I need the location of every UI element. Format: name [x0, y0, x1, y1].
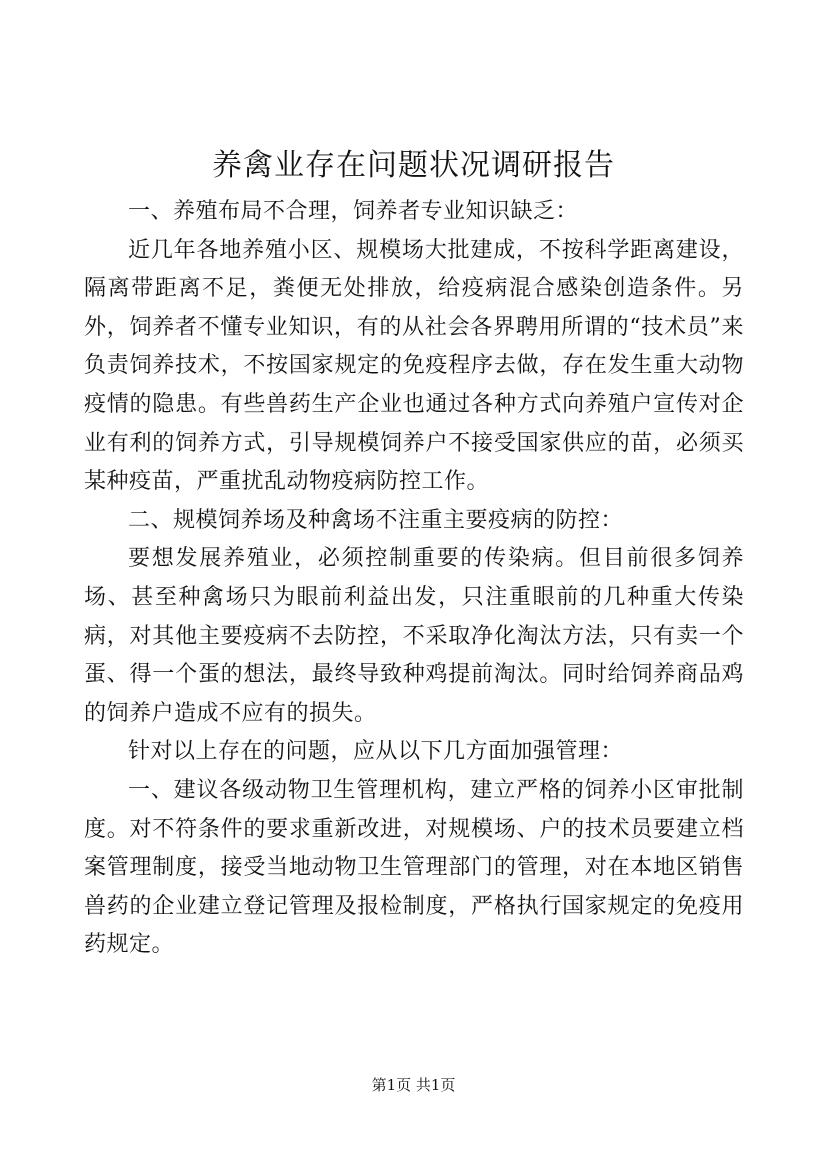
paragraph: 一、建议各级动物卫生管理机构，建立严格的饲养小区审批制度。对不符条件的要求重新改进，对规模场、户的技术员要建立档案管理制度，接受当地动物卫生管理部门的管理，对在本地区销售兽药的企业建立登记管理及报检制度，严格执行国家规定的免疫用药规定。 [84, 777, 744, 958]
page-footer [0, 1075, 827, 1095]
page-number: 第1页 共1页 [371, 1076, 456, 1094]
paragraph: 近几年各地养殖小区、规模场大批建成，不按科学距离建设，隔离带距离不足，粪便无处排放，给疫病混合感染创造条件。另外，饲养者不懂专业知识，有的从社会各界聘用所谓的“技术员”来负责饲养技术，不按国家规定的免疫程序去做，存在发生重大动物疫情的隐患。有些兽药生产企业也通过各种方式向养殖户宣传对企业有利的饲养方式，引导规模饲养户不接受国家供应的苗，必须买某种疫苗，严重扰乱动物疫病防控工作。 [84, 237, 744, 495]
section-heading-1: 一、养殖布局不合理，饲养者专业知识缺乏： [128, 199, 579, 224]
paragraph: 要想发展养殖业，必须控制重要的传染病。但目前很多饲养场、甚至种禽场只为眼前利益出发，只注重眼前的几种重大传染病，对其他主要疫病不去防控，不采取净化淘汰方法，只有卖一个蛋、得一个蛋的想法，最终导致种鸡提前淘汰。同时给饲养商品鸡的饲养户造成不应有的损失。 [84, 546, 744, 726]
section-heading-2: 二、规模饲养场及种禽场不注重主要疫病的防控： [128, 507, 624, 533]
paragraph: 针对以上存在的问题，应从以下几方面加强管理： [128, 739, 624, 765]
document-body [84, 193, 744, 965]
document-title: 养禽业存在问题状况调研报告 [212, 148, 615, 183]
